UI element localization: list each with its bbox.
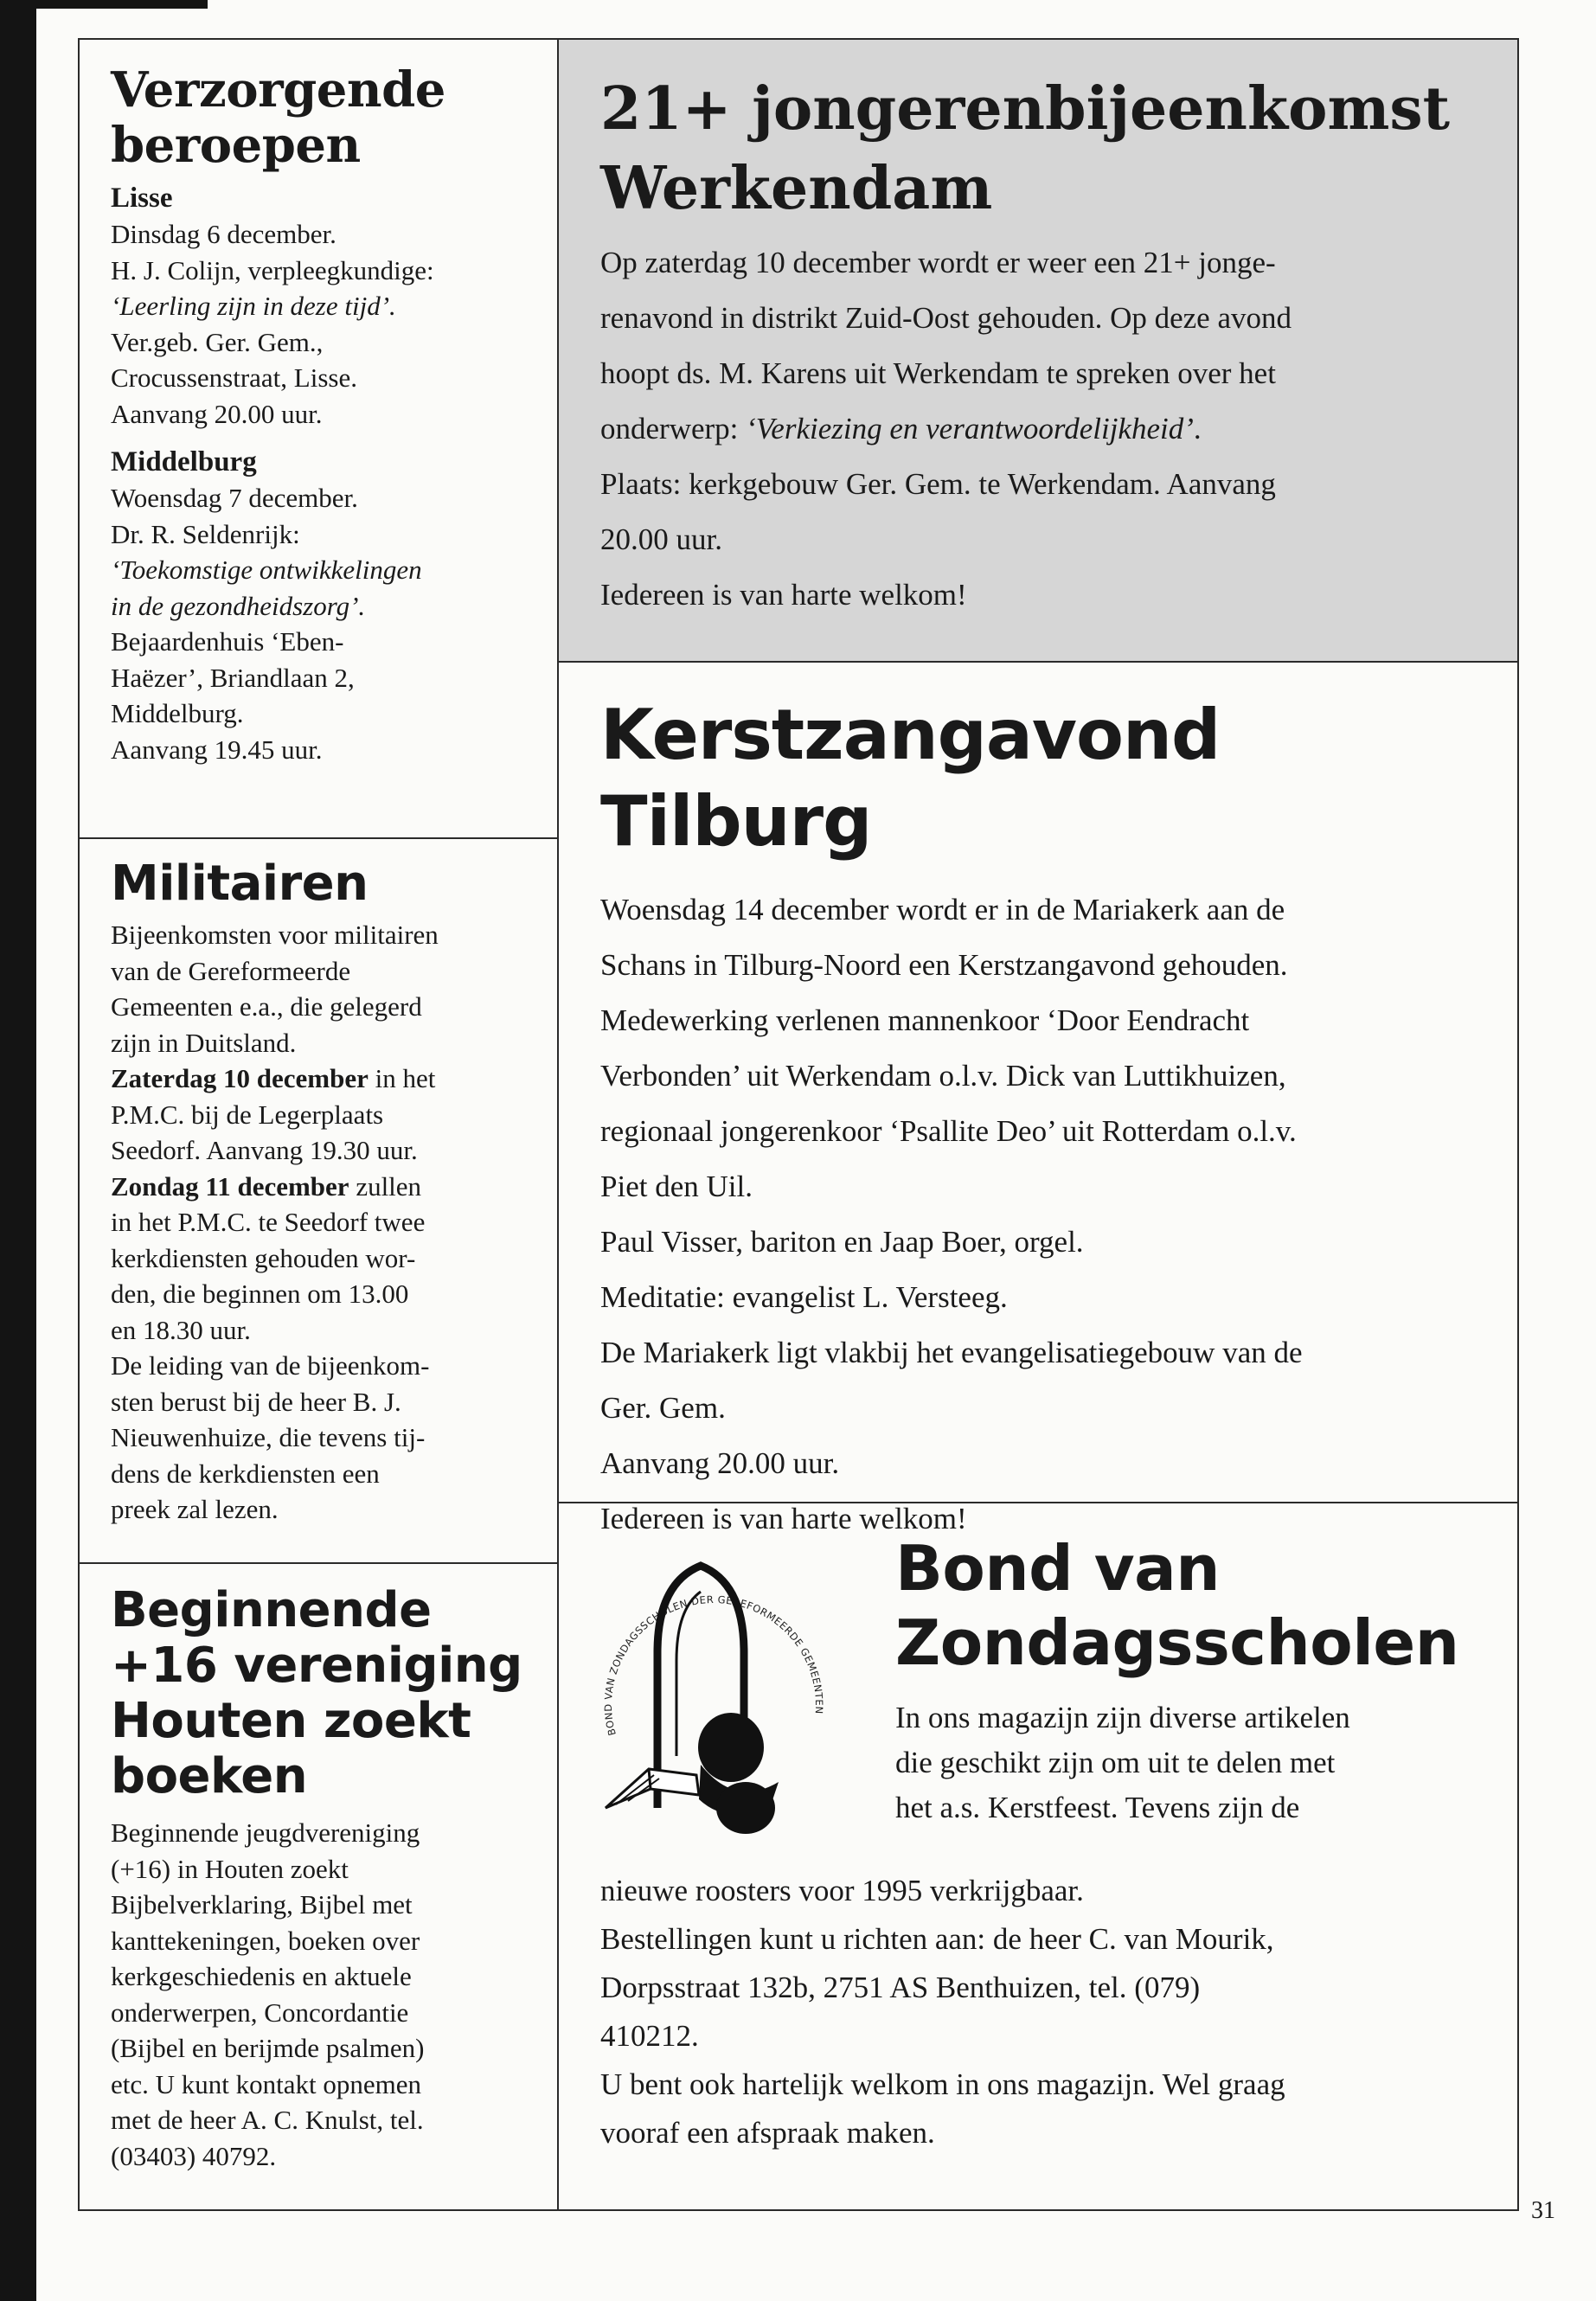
werkendam-title-line2: Werkendam — [600, 154, 993, 223]
middelburg-line: Middelburg. — [111, 698, 244, 728]
right-divider-1 — [557, 661, 1519, 663]
beginnende-title-line: +16 vereniging — [111, 1638, 522, 1694]
bond-intro-line: In ons magazijn zijn diverse artikelen — [895, 1701, 1350, 1734]
beginnende-line: Beginnende jeugdvereniging — [111, 1817, 420, 1848]
werkendam-line: Iedereen is van harte welkom! — [600, 578, 967, 612]
left-divider-2 — [78, 1562, 559, 1564]
bond-line: Bestellingen kunt u richten aan: de heer C. van Mourik, — [600, 1922, 1274, 1956]
bond-title-line1: Bond van — [895, 1532, 1220, 1605]
bond-line: vooraf een afspraak maken. — [600, 2116, 935, 2150]
lisse-line: H. J. Colijn, verpleegkundige: — [111, 254, 434, 285]
lisse-line: Dinsdag 6 december. — [111, 219, 337, 249]
tilburg-title: Kerstzangavond Tilburg — [600, 695, 1221, 862]
beginnende-title-line: boeken — [111, 1748, 308, 1804]
middelburg-line: Bejaardenhuis ‘Eben- — [111, 626, 344, 657]
militairen-zaterdag — [111, 1061, 552, 1097]
bond-line: nieuwe roosters voor 1995 verkrijgbaar. — [600, 1874, 1084, 1907]
scan-edge — [0, 0, 36, 2301]
militairen-line: Bijeenkomsten voor militairen — [111, 920, 439, 950]
middelburg-line: Dr. R. Seldenrijk: — [111, 518, 300, 549]
beginnende-line: kanttekeningen, boeken over — [111, 1925, 420, 1956]
militairen-line: dens de kerkdiensten een — [111, 1458, 380, 1489]
svg-text:BOND VAN ZONDAGSSCHOLEN DER GE — [602, 1593, 825, 1737]
lisse-line: Crocussenstraat, Lisse. — [111, 362, 357, 393]
middelburg-line: Haëzer’, Briandlaan 2, — [111, 662, 355, 693]
beginnende-line: etc. U kunt kontakt opnemen — [111, 2068, 421, 2099]
page-number: 31 — [1531, 2197, 1555, 2224]
werkendam-title — [600, 69, 1514, 228]
werkendam-line: Op zaterdag 10 december wordt er weer een 21+ jonge- — [600, 246, 1276, 279]
militairen-line: sten berust bij de heer B. J. — [111, 1386, 401, 1417]
middelburg-line: Aanvang 19.45 uur. — [111, 734, 323, 765]
tilburg-line: Ger. Gem. — [600, 1391, 726, 1425]
beginnende-line: (+16) in Houten zoekt — [111, 1853, 349, 1884]
logo-circular-text: BOND VAN ZONDAGSSCHOLEN DER GEREFORMEERDE GEMEENTEN — [601, 1593, 826, 1737]
militairen-line: kerkdiensten gehouden wor- — [111, 1242, 416, 1273]
bond-line: U bent ook hartelijk welkom in ons magazijn. Wel graag — [600, 2067, 1285, 2101]
beginnende-line: met de heer A. C. Knulst, tel. — [111, 2105, 424, 2135]
tilburg-line: regionaal jongerenkoor ‘Psallite Deo’ uit Rotterdam o.l.v. — [600, 1114, 1297, 1148]
werkendam-line: renavond in distrikt Zuid-Oost gehouden. Op deze avond — [600, 301, 1292, 335]
beginnende-title-line: Houten zoekt — [111, 1693, 471, 1749]
bond-intro-line: die geschikt zijn om uit te delen met — [895, 1746, 1336, 1779]
militairen-line: en 18.30 uur. — [111, 1314, 251, 1345]
militairen-line: Nieuwenhuize, die tevens tij- — [111, 1422, 426, 1452]
sunday-school-logo — [597, 1548, 830, 1834]
zondag-date: Zondag 11 december — [111, 1170, 349, 1202]
bond-line: Dorpsstraat 132b, 2751 AS Benthuizen, tel. (079) — [600, 1971, 1201, 2004]
topic-title: ‘Verkiezing en verantwoordelijkheid’ — [746, 412, 1194, 445]
militairen-line: zijn in Duitsland. — [111, 1027, 297, 1058]
lisse-line: Aanvang 20.00 uur. — [111, 398, 323, 429]
topic-prefix: onderwerp: — [600, 412, 747, 445]
bond-body — [600, 1867, 1514, 2161]
beginnende-line: onderwerpen, Concordantie — [111, 1997, 409, 2028]
tilburg-line: Piet den Uil. — [600, 1170, 753, 1203]
verzorgende-title-line2: beroepen — [111, 117, 361, 174]
beginnende-line: (Bijbel en berijmde psalmen) — [111, 2033, 425, 2063]
werkendam-line: hoopt ds. M. Karens uit Werkendam te spreken over het — [600, 356, 1276, 390]
werkendam-line: 20.00 uur. — [600, 522, 722, 556]
column-divider — [557, 38, 559, 2211]
werkendam-section — [600, 69, 1514, 657]
beginnende-line: Bijbelverklaring, Bijbel met — [111, 1889, 413, 1920]
beginnende-line: (03403) 40792. — [111, 2140, 277, 2171]
beginnende-title-line: Beginnende — [111, 1582, 432, 1638]
verzorgende-title — [111, 62, 552, 173]
tilburg-line: De Mariakerk ligt vlakbij het evangelisatiegebouw van de — [600, 1336, 1303, 1369]
werkendam-topic-line — [600, 401, 1514, 457]
zondag-rest: zullen — [349, 1170, 422, 1202]
werkendam-line: Plaats: kerkgebouw Ger. Gem. te Werkendam. Aanvang — [600, 467, 1276, 501]
zaterdag-date: Zaterdag 10 december — [111, 1063, 369, 1093]
zaterdag-rest: in het — [368, 1063, 436, 1093]
tilburg-line: Aanvang 20.00 uur. — [600, 1446, 840, 1480]
tilburg-line: Iedereen is van harte welkom! — [600, 1502, 967, 1535]
militairen-line: in het P.M.C. te Seedorf twee — [111, 1207, 426, 1237]
child-head-upper — [698, 1713, 764, 1782]
middelburg-topic: ‘Toekomstige ontwikkelingen — [111, 554, 422, 585]
tilburg-line: Woensdag 14 december wordt er in de Mariakerk aan de — [600, 893, 1285, 926]
middelburg-line: Woensdag 7 december. — [111, 483, 358, 513]
bond-line: 410212. — [600, 2019, 699, 2053]
beginnende-line: kerkgeschiedenis en aktuele — [111, 1961, 412, 1991]
militairen-line: preek zal lezen. — [111, 1494, 279, 1524]
werkendam-title-line1: 21+ jongerenbijeenkomst — [600, 74, 1451, 144]
militairen-zondag — [111, 1169, 552, 1205]
topic-suffix: . — [1193, 412, 1202, 445]
beginnende-title — [111, 1583, 552, 1804]
tilburg-line: Paul Visser, bariton en Jaap Boer, orgel. — [600, 1225, 1084, 1259]
left-divider-1 — [78, 837, 559, 839]
tilburg-line: Medewerking verlenen mannenkoor ‘Door Eendracht — [600, 1003, 1250, 1037]
middelburg-heading: Middelburg — [111, 446, 257, 478]
bond-heading-block — [895, 1531, 1514, 1851]
militairen-line: Gemeenten e.a., die gelegerd — [111, 991, 422, 1022]
militairen-line: P.M.C. bij de Legerplaats — [111, 1099, 384, 1130]
bond-title — [895, 1531, 1514, 1680]
verzorgende-section — [111, 62, 552, 832]
militairen-line: den, die beginnen om 13.00 — [111, 1279, 409, 1309]
tilburg-line: Verbonden’ uit Werkendam o.l.v. Dick van Luttikhuizen, — [600, 1059, 1286, 1093]
militairen-title: Militairen — [111, 856, 369, 912]
tilburg-line: Schans in Tilburg-Noord een Kerstzangavond gehouden. — [600, 948, 1288, 982]
lisse-heading: Lisse — [111, 183, 173, 214]
militairen-section — [111, 856, 552, 1557]
militairen-line: Seedorf. Aanvang 19.30 uur. — [111, 1135, 418, 1165]
lisse-line: Ver.geb. Ger. Gem., — [111, 326, 324, 357]
lisse-topic: ‘Leerling zijn in deze tijd’. — [111, 291, 396, 321]
bond-title-line2: Zondagsscholen — [895, 1606, 1459, 1679]
tilburg-line: Meditatie: evangelist L. Versteeg. — [600, 1280, 1008, 1314]
verzorgende-title-line1: Verzorgende — [111, 61, 445, 119]
militairen-line: De leiding van de bijeenkom- — [111, 1350, 430, 1381]
child-head-lower — [716, 1782, 775, 1834]
middelburg-topic: in de gezondheidszorg’. — [111, 590, 366, 621]
beginnende-section — [111, 1583, 552, 2206]
militairen-line: van de Gereformeerde — [111, 955, 351, 986]
tilburg-section — [600, 692, 1514, 1535]
scan-edge-top — [0, 0, 208, 9]
window-arch-inner — [676, 1592, 701, 1756]
bond-intro-line: het a.s. Kerstfeest. Tevens zijn de — [895, 1791, 1300, 1824]
